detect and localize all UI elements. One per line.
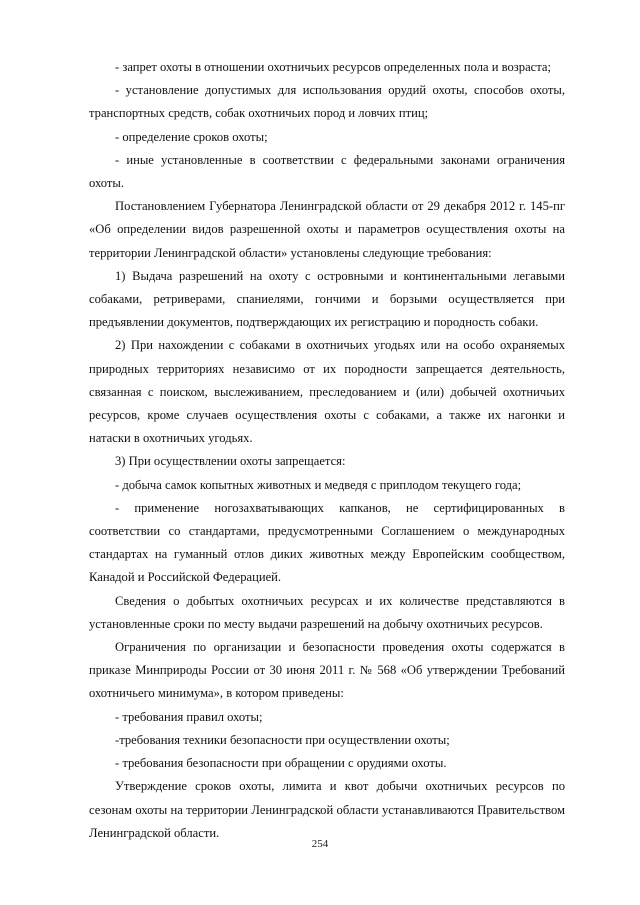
- paragraph-limits-approval: Утверждение сроков охоты, лимита и квот добычи охотничьих ресурсов по сезонам охоты на территории Ленинградской области устанавливаются Правительством Ленинградской области.: [89, 779, 565, 840]
- paragraph-prohibition-traps: - применение ногозахватывающих капканов, не сертифицированных в соответствии со стандартами, предусмотренными Соглашением о международных стандартах на гуманный отлов диких животных между Европейским сообществом, Канадой и Российской Федерацией.: [89, 500, 565, 585]
- paragraph-rules: - требования правил охоты;: [115, 709, 263, 724]
- page-number: 254: [311, 838, 329, 850]
- paragraph-safety-weapons: - требования безопасности при обращении с орудиями охоты.: [115, 756, 447, 771]
- paragraph-reporting: Сведения о добытых охотничьих ресурсах и их количестве представляются в установленные сроки по месту выдачи разрешений на добычу охотничьих ресурсов.: [89, 593, 565, 631]
- paragraph-governor-decree: Постановлением Губернатора Ленинградской области от 29 декабря 2012 г. 145-пг «Об определении видов разрешенной охоты и параметров осуществления охоты на территории Ленинградской области» установлены следующие требования:: [89, 199, 565, 260]
- paragraph-safety-technique: -требования техники безопасности при осуществлении охоты;: [115, 732, 450, 747]
- paragraph-restriction-tools: - установление допустимых для использования орудий охоты, способов охоты, транспортных средств, собак охотничьих пород и ловчих птиц;: [89, 83, 565, 121]
- paragraph-requirement-1: 1) Выдача разрешений на охоту с островными и континентальными легавыми собаками, ретриверами, спаниелями, гончими и борзыми осуществляется при предъявлении документов, подтверждающих их регистрацию и породность собаки.: [89, 268, 565, 330]
- paragraph-prohibition-females: - добыча самок копытных животных и медведя с приплодом текущего года;: [115, 477, 522, 492]
- paragraph-restriction-sex-age: - запрет охоты в отношении охотничьих ресурсов определенных пола и возраста;: [115, 60, 552, 74]
- paragraph-restriction-other: - иные установленные в соответствии с федеральными законами ограничения охоты.: [89, 152, 565, 191]
- paragraph-requirement-2: 2) При нахождении с собаками в охотничьих угодьях или на особо охраняемых природных территориях независимо от их породности запрещается деятельность, связанная с поиском, выслеживанием, преследованием и (или) добычей охотничьих ресурсов, кроме случаев осуществления охоты с собаками, а также их нагонки и натаски в охотничьих угодьях.: [89, 338, 565, 446]
- paragraph-ministry-order: Ограничения по организации и безопасности проведения охоты содержатся в приказе Минприроды России от 30 июня 2011 г. № 568 «Об утверждении Требований охотничьего минимума», в котором приведены:: [89, 640, 565, 701]
- paragraph-requirement-3: 3) При осуществлении охоты запрещается:: [115, 454, 346, 469]
- body-text: [89, 56, 565, 845]
- paragraph-restriction-dates: - определение сроков охоты;: [115, 129, 268, 144]
